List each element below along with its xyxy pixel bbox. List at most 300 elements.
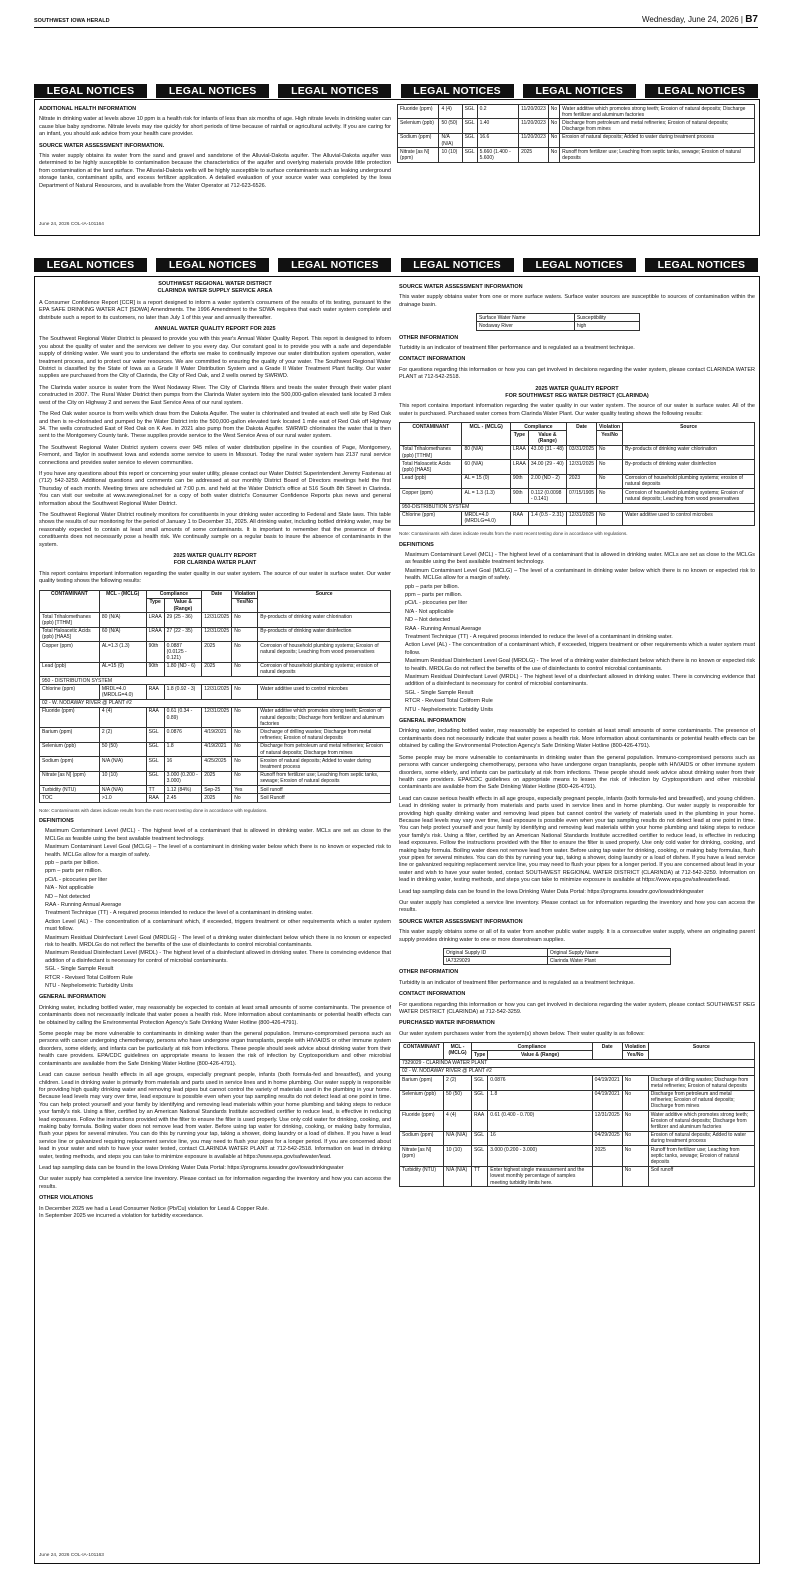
table-cell: 1.12 (84%): [164, 786, 202, 794]
table-cell: Copper (ppm): [40, 642, 100, 663]
table-cell: SGL: [462, 105, 477, 119]
table-cell: SGL: [462, 148, 477, 162]
swa-text: This water supply obtains water from one or more surface waters. Surface water sources are susceptible to sources of contamination within the drainage basin.: [399, 294, 755, 308]
table-cell: 12/31/2025: [202, 627, 232, 641]
table-cell: Erosion of natural deposits; Added to water during treatment process: [648, 1131, 754, 1145]
definitions-list: [39, 828, 391, 990]
table-cell: 4 (4): [99, 707, 146, 728]
table-cell: 3.000 (0.200 - 3.000): [488, 1146, 592, 1167]
table-cell: Corrosion of household plumbing systems; erosion of natural deposits: [623, 474, 755, 488]
table-cell: No: [622, 1076, 648, 1090]
swa-text-2: This water supply obtains some or all of its water from another public water supply. It is a consecutive water supply, where an originating parent supply provides drinking water to one or more downstream supplies.: [399, 929, 755, 943]
table-row: [40, 757, 391, 771]
table-cell: 60 (N/A): [462, 460, 510, 474]
table-row: [400, 1090, 755, 1111]
table-cell: N/A (N/A): [444, 1166, 472, 1187]
main-legal-notice: [34, 276, 760, 1564]
contact-heading-2: CONTACT INFORMATION: [399, 991, 466, 998]
table-cell: N/A (N/A): [99, 786, 146, 794]
wqr-intro: This report contains important information regarding the water quality in our water system. The source of our water is surface water. Our water quality testing shows the following results:: [39, 570, 391, 585]
table-cell: SGL: [146, 728, 164, 742]
table-cell: Discharge of drilling wastes; Discharge from metal refineries; Erosion of natural deposits: [648, 1076, 754, 1090]
table-cell: Erosion of natural deposits; Added to water during treatment process: [258, 757, 391, 771]
table-cell: Compliance: [510, 423, 566, 431]
table-cell: Source: [258, 590, 391, 613]
wqr-subheading-right: FOR SOUTHWEST REG WATER DISTRICT (CLARINDA): [505, 393, 649, 400]
table-cell: 90th: [510, 489, 528, 503]
table-cell: 1.8: [164, 742, 202, 756]
swa-heading-2: SOURCE WATER ASSESSMENT INFORMATION: [399, 918, 523, 925]
other-info-text: Turbidity is an indicator of treatment filter performance and is regulated as a treatment technique.: [399, 345, 635, 352]
wqr-heading: 2025 WATER QUALITY REPORT: [173, 553, 257, 559]
issue-date: Wednesday, June 24, 2026 | B7: [642, 14, 758, 25]
table-cell: Clarinda Water Plant: [547, 957, 670, 965]
banner-label: LEGAL NOTICES: [401, 84, 514, 98]
table-cell: By-products of drinking water disinfection: [623, 460, 755, 474]
definition-item: • Action Level (AL) - The concentration of a contaminant which, if exceeded, triggers treatment or other requirements which a water system must follow.: [405, 642, 755, 657]
table-cell: LRAA: [146, 613, 164, 627]
table-cell: N/A (N/A): [444, 1131, 472, 1145]
table-cell: Runoff from fertilizer use; Leaching from septic tanks, sewage; Erosion of natural deposits: [648, 1146, 754, 1167]
definition-item: • Maximum Contaminant Level Goal (MCLG) – The level of a contaminant in drinking water below which there is no known or expected risk to health. MCLGs allow for a margin of safety.: [405, 568, 755, 583]
table-cell: Discharge from petroleum and metal refineries; Erosion of natural deposits; Discharge from mines: [560, 119, 755, 133]
district-clarinda-table: [399, 422, 755, 526]
table-cell: 2 (2): [99, 728, 146, 742]
table-cell: Source: [623, 423, 755, 446]
table-cell: Date: [592, 1043, 622, 1059]
banner-label: LEGAL NOTICES: [401, 258, 514, 272]
banner-label: LEGAL NOTICES: [34, 258, 147, 272]
table-cell: Water additive used to control microbes: [258, 685, 391, 699]
table-cell: 11/20/2023: [519, 119, 549, 133]
table-cell: LRAA: [510, 460, 528, 474]
other-violations-heading: OTHER VIOLATIONS: [39, 1195, 93, 1202]
definition-item: • NTU - Nephelometric Turbidity Units: [45, 983, 391, 990]
table-cell: Nitrate [as N] (ppm): [40, 771, 100, 785]
table-cell: No: [232, 771, 258, 785]
table-cell: Total Trihalomethanes (ppb) [TTHM]: [400, 445, 462, 459]
table-cell: SGL: [471, 1090, 487, 1111]
table-cell: Runoff from fertilizer use; Leaching from septic tanks, sewage; Erosion of natural deposits: [258, 771, 391, 785]
table-cell: 04/29/2025: [592, 1131, 622, 1145]
definition-item: • RAA - Running Annual Average: [45, 902, 391, 909]
table-cell: Selenium (ppb): [398, 119, 439, 133]
table-cell: Fluoride (ppm): [398, 105, 439, 119]
table-cell: No: [232, 642, 258, 663]
table-cell: MCL - (MCLG): [444, 1043, 472, 1059]
table-section-row: [400, 1067, 755, 1075]
table-cell: Soil Runoff: [258, 794, 391, 802]
table-cell: Violation: [232, 590, 258, 598]
table-row: [40, 728, 391, 742]
table-cell: 2025: [202, 794, 232, 802]
definition-item: • ppm – parts per million.: [45, 868, 391, 875]
table-cell: 16: [164, 757, 202, 771]
table-cell: No: [548, 105, 559, 119]
table-cell: 4 (4): [444, 1111, 472, 1132]
top-notice-left-column: [39, 103, 391, 231]
table-cell: Discharge from petroleum and metal refineries; Erosion of natural deposits; Discharge from mines: [648, 1090, 754, 1111]
table-cell: Water additive which promotes strong teeth; Erosion of natural deposits; Discharge from fertilizer and aluminum factories: [258, 707, 391, 728]
definition-item: • ND – Not detected: [405, 617, 755, 624]
table-cell: No: [622, 1090, 648, 1111]
table-cell: Yes/No: [597, 431, 623, 445]
table-cell: 04/19/2021: [592, 1090, 622, 1111]
definition-item: • Maximum Contaminant Level (MCL) - The highest level of a contaminant that is allowed in drinking water. MCLs are set as close to the MCLGs as feasible using the best available treatment technology.: [405, 552, 755, 567]
para-red-oak-source: The Red Oak water source is from wells which draw from the Dakota Aquifer. The water is chlorinated and treated at each well site by Red Oak and then is re-chlorinated and pumped by the Water District into the 500,000-gallon elevated tank located 1 mile east of Red Oak off Highway 34. The wells constructed East of Red Oak on K Ave. in 2021 also pump from the Dakota Aquifer. SWRWD chlorinates the water that is then sent to the Montgomery County tank. These supplies provide service to the West Service Area of our rural water system.: [39, 411, 391, 440]
table-cell: Value & (Range): [528, 431, 566, 445]
table-cell: Type: [510, 431, 528, 445]
top-notice-right-column: [397, 102, 755, 208]
table-cell: 2025: [592, 1146, 622, 1167]
table-cell: Value & (Range): [488, 1051, 592, 1059]
definition-item: • Maximum Residual Disinfectant Level Goal (MRDLG) - The level of a drinking water disinfectant below which there is no known or expected risk to health. MRDLGs do not reflect the benefits of the use of disinfectants to control microbial contaminants.: [45, 935, 391, 950]
table-row: [400, 1131, 755, 1145]
table-cell: Yes/No: [622, 1051, 648, 1059]
table-cell: 12/31/2025: [567, 460, 597, 474]
para-monitoring: The Southwest Regional Water District routinely monitors for constituents in your drinking water according to Federal and State laws. This table shows the results of our monitoring for the period of January 1 to December 31, 2025. All drinking water, including bottled drinking water, may be reasonably expected to contain at least small amounts of some contaminants. It is important to remember that the presence of these constituents does not necessarily pose a health risk. We continually sample on a regular basis to insure the absence of contaminants in the system.: [39, 511, 391, 548]
table-cell: No: [622, 1146, 648, 1167]
table-cell: 03/31/2025: [567, 445, 597, 459]
purchased-water-heading: PURCHASED WATER INFORMATION: [399, 1020, 495, 1027]
table-cell: 80 (N/A): [99, 613, 146, 627]
table-cell: No: [597, 489, 623, 503]
table-section-row: [400, 503, 755, 511]
table-cell: AL = 1.3 (1.3): [462, 489, 510, 503]
purchased-water-text: Our water system purchases water from the system(s) shown below. Their water quality is as follows:: [399, 1030, 645, 1037]
table-cell: Date: [567, 423, 597, 446]
table-section-row: [40, 677, 391, 685]
table-cell: 11/20/2023: [519, 105, 549, 119]
additional-health-heading: ADDITIONAL HEALTH INFORMATION: [39, 106, 137, 112]
general-info-1: Drinking water, including bottled water, may reasonably be expected to contain at least small amounts of some contaminants. The presence of contaminants does not necessarily indicate that water poses a health risk. More information about contaminants or potential health effects can be obtained by calling the Environmental Protection Agency's Safe Drinking Water Hotline (800-426-4791).: [39, 1004, 391, 1026]
table-cell: Susceptibility: [574, 314, 639, 322]
table-row: [400, 445, 755, 459]
table-cell: Runoff from fertilizer use; Leaching from septic tanks, sewage; Erosion of natural deposits: [560, 148, 755, 162]
table-cell: 16: [488, 1131, 592, 1145]
table-cell: Chlorine (ppm): [400, 511, 462, 525]
general-info-2-right: Some people may be more vulnerable to contaminants in drinking water than the general population. Immuno-compromised persons such as persons with cancer undergoing chemotherapy, persons who have undergone organ transplants, people with HIV/AIDS or other immune system disorders, some elderly, and infants can be particularly at risk from infections. These people should seek advice about drinking water from their health care providers. EPA/CDC guidelines on appropriate means to lessen the risk of infection by Cryptosporidium and other microbial contaminants are available from the Safe Drinking Water Hotline (800-426-4791).: [399, 754, 755, 791]
table-cell: Corrosion of household plumbing systems; Erosion of natural deposits; Leaching from wood preservatives: [258, 642, 391, 663]
wqr-intro-right: This report contains important information regarding the water quality in our water system. The source of our water is surface water. All of the water is purchased. Purchased water comes from Clarinda Water Plant. Our water quality testing shows the following results:: [399, 403, 755, 417]
table-cell: No: [232, 742, 258, 756]
original-supply-table: [443, 948, 671, 965]
table-cell: SGL: [146, 771, 164, 785]
table-header-row: [400, 423, 755, 431]
service-area-title: CLARINDA WATER SUPPLY SERVICE AREA: [157, 288, 273, 295]
table-cell: 2025: [202, 771, 232, 785]
table-cell: 12/31/2025: [567, 511, 597, 525]
table-cell: Barium (ppm): [40, 728, 100, 742]
table-cell: Water additive which promotes strong teeth; Erosion of natural deposits; Discharge from fertilizer and aluminum factories: [560, 105, 755, 119]
definition-item: • Treatment Technique (TT) - A required process intended to reduce the level of a contaminant in drinking water.: [45, 910, 391, 917]
table-cell: Sodium (ppm): [400, 1131, 444, 1145]
header-rule: [34, 27, 758, 28]
para-contact: If you have any questions about this report or concerning your water utility, please contact our Water District Superintendent Jeremy Fastenau at (712) 542-3259. Additional questions and comments can be addressed at our monthly District Board of Directors meetings held the first Thursday of each month. Meeting times are scheduled at 7:00 p.m. and held at the Water District's office at 516 South 8th Street in Clarinda. You can visit our website at www.swregional.net for a copy of both water district's Consumer Confidence Reports plus news and general information about the Southwest Regional Water District.: [39, 470, 391, 507]
definition-item: • ppb – parts per billion.: [45, 860, 391, 867]
table-cell: Copper (ppm): [400, 489, 462, 503]
main-right-column: [399, 281, 755, 1559]
table-cell: 4/19/2021: [202, 728, 232, 742]
table-cell: Chlorine (ppm): [40, 685, 100, 699]
table-cell: 2.45: [164, 794, 202, 802]
banner-label: LEGAL NOTICES: [34, 84, 147, 98]
table-cell: No: [597, 511, 623, 525]
date-text: Wednesday, June 24, 2026: [642, 15, 739, 24]
general-info-heading: GENERAL INFORMATION: [39, 994, 106, 1001]
table-cell: Erosion of natural deposits; Added to water during treatment process: [560, 133, 755, 147]
district-title: SOUTHWEST REGIONAL WATER DISTRICT: [158, 281, 272, 287]
table-cell: Water additive which promotes strong teeth; Erosion of natural deposits; Discharge from fertilizer and aluminum factories: [648, 1111, 754, 1132]
table-row: [40, 613, 391, 627]
other-info-text-2: Turbidity is an indicator of treatment filter performance and is regulated as a treatment technique.: [399, 979, 635, 986]
banner-label: LEGAL NOTICES: [278, 84, 391, 98]
table-row: [400, 1166, 755, 1187]
top-legal-notice: [34, 99, 760, 236]
table-row: [40, 642, 391, 663]
table-cell: 50 (50): [444, 1090, 472, 1111]
table-cell: Turbidity (NTU): [400, 1166, 444, 1187]
banner-label: LEGAL NOTICES: [156, 84, 269, 98]
table-cell: RAA: [146, 707, 164, 728]
table-cell: 0.0876: [488, 1076, 592, 1090]
table-cell: Selenium (ppb): [40, 742, 100, 756]
table-cell: Corrosion of household plumbing systems; erosion of natural deposits: [258, 662, 391, 676]
table-cell: Nitrate [as N] (ppm): [398, 148, 439, 162]
table-cell: TOC: [40, 794, 100, 802]
table-cell: 90th: [146, 642, 164, 663]
lead-portal: Lead tap sampling data can be found in the Iowa Drinking Water Data Portal: https://programs.iowadnr.gov/iowadrinkingwater: [39, 1164, 344, 1171]
table-cell: MRDL=4.0 (MRDLG=4.0): [462, 511, 510, 525]
table-row: [40, 794, 391, 802]
table-cell: No: [548, 133, 559, 147]
source-water-text: This water supply obtains its water from the sand and gravel and sandstone of the Alluvial-Dakota aquifer. The Alluvial-Dakota aquifer was determined to be highly susceptible to contamination because the characteristics of the aquifer and overlying materials provide little protection from contamination at the land surface. The Alluvial-Dakota wells will be highly susceptible to surface contaminants such as leaking underground storage tanks, contaminant spills, and excess fertilizer application. A detailed evaluation of your source water was completed by the Iowa Department of Natural Resources, and is available from the Water Operator at 712-623-6526.: [39, 153, 391, 189]
table-row: [477, 322, 640, 330]
table-row: [40, 707, 391, 728]
legal-notices-banner-main: [34, 258, 758, 272]
table-cell: Source: [648, 1043, 754, 1059]
source-water-heading: SOURCE WATER ASSESSMENT INFORMATION.: [39, 142, 165, 149]
table-cell: 90th: [510, 474, 528, 488]
table-cell: TT: [471, 1166, 487, 1187]
table-cell: SGL: [471, 1146, 487, 1167]
table-cell: 10 (10): [99, 771, 146, 785]
table-cell: Date: [202, 590, 232, 613]
table-cell: TT: [146, 786, 164, 794]
definition-item: • RAA - Running Annual Average: [405, 626, 755, 633]
clarinda-plant-table: [39, 590, 391, 803]
table-row: [477, 314, 640, 322]
definition-item: • NTU - Nephelometric Turbidity Units: [405, 707, 755, 714]
table-cell: LRAA: [146, 627, 164, 641]
table-row: [444, 957, 671, 965]
general-info-1-right: Drinking water, including bottled water, may reasonably be expected to contain at least small amounts of some contaminants. The presence of contaminants does not necessarily indicate that water poses a health risk. More information about contaminants or potential health effects can be obtained by calling the Environmental Protection Agency's Safe Drinking Water Hotline (800-426-4791).: [399, 728, 755, 750]
table-cell: Sep-25: [202, 786, 232, 794]
table-cell: Type: [471, 1051, 487, 1059]
table-cell: Soil runoff: [648, 1166, 754, 1187]
table-cell: Fluoride (ppm): [40, 707, 100, 728]
table-cell: No: [548, 119, 559, 133]
definition-item: • Maximum Contaminant Level Goal (MCLG) – The level of a contaminant in drinking water below which there is no known or expected risk to health. MCLGs allow for a margin of safety.: [45, 844, 391, 859]
service-line-inventory: Our water supply has completed a service line inventory. Please contact us for information regarding the inventory and how you can access the results.: [39, 1176, 391, 1190]
table-cell: Discharge of drilling wastes; Discharge from metal refineries; Erosion of natural deposits: [258, 728, 391, 742]
table-cell: No: [622, 1131, 648, 1145]
table-section-row: [40, 699, 391, 707]
table-cell: MCL - (MCLG): [462, 423, 510, 446]
table-row: [40, 662, 391, 676]
table-cell: 02 - W. NODAWAY RIVER @ PLANT #2: [400, 1067, 755, 1075]
table-cell: RAA: [146, 685, 164, 699]
table-row: [40, 685, 391, 699]
table-row: [400, 474, 755, 488]
table-row: [400, 1076, 755, 1090]
table-cell: 950-DISTRIBUTION SYSTEM: [400, 503, 755, 511]
table-cell: [592, 1166, 622, 1187]
general-info-2: Some people may be more vulnerable to contaminants in drinking water than the general population. Immuno-compromised persons such as persons with cancer undergoing chemotherapy, persons who have undergone organ transplants, people with HIV/AIDS or other immune system disorders, some elderly, and infants can be particularly at risk from infections. These people should seek advice about drinking water from their health care providers. EPA/CDC guidelines on appropriate means to lessen the risk of infection by Cryptosporidium and other microbial contaminants are available from the Safe Drinking Water Hotline (800-426-4791).: [39, 1031, 391, 1067]
table-cell: Original Supply Name: [547, 949, 670, 957]
table-cell: No: [597, 460, 623, 474]
table-cell: 0.61 (0.400 - 0.700): [488, 1111, 592, 1132]
table-cell: No: [622, 1111, 648, 1132]
table-cell: 90th: [146, 662, 164, 676]
table-cell: 0.112 (0.0098 - 0.141): [528, 489, 566, 503]
table-cell: RAA: [510, 511, 528, 525]
table-cell: Barium (ppm): [400, 1076, 444, 1090]
swa-heading: SOURCE WATER ASSESSMENT INFORMATION: [399, 284, 523, 290]
banner-label: LEGAL NOTICES: [278, 258, 391, 272]
table-cell: AL=1.3 (1.3): [99, 642, 146, 663]
main-left-column: [39, 281, 391, 1553]
para-district: The Southwest Regional Water District is pleased to provide you with this year's Annual Water Quality Report. This report is designed to inform you about the quality of water and the services we deliver to you every day. Our constant goal is to provide you with a safe and dependable supply of drinking water. We want you to understand the efforts we make to continually improve our water distribution system operation, water treatment process, and to protect our water resources. We are committed to ensuring the quality of your water. The Southwest Regional Water District is classified by the State of Iowa as a Grade II Water Distribution System and a Grade II Water Treatment Plant facility. Our water supplies are purchased from the City of Clarinda, the City of Red Oak, and 2 wells owned by SWRWD.: [39, 336, 391, 380]
table-cell: 1.80 (ND - 6): [164, 662, 202, 676]
table-row: [398, 119, 755, 133]
table-cell: SGL: [146, 742, 164, 756]
violation-lead: In December 2025 we had a Lead Consumer Notice (Pb/Cu) violation for Lead & Copper Rule.: [39, 1205, 269, 1212]
table-cell: IA7329029: [444, 957, 548, 965]
table-cell: CONTAMINANT: [400, 423, 462, 446]
table-row: [40, 742, 391, 756]
definition-item: • Maximum Residual Disinfectant Level Goal (MRDLG) - The level of a drinking water disinfectant below which there is no known or expected risk to health. MRDLGs do not reflect the benefits of the use of disinfectants to control microbial contaminants.: [405, 658, 755, 673]
table-cell: No: [232, 627, 258, 641]
table-row: [40, 786, 391, 794]
contact-text: For questions regarding this information or how you can get involved in decisions regarding the water system, please contact CLARINDA WATER PLANT at 712-542-2518.: [399, 366, 755, 381]
table-cell: Violation: [597, 423, 623, 431]
table-cell: By-products of drinking water chlorination: [258, 613, 391, 627]
table-cell: high: [574, 322, 639, 330]
table-cell: 50 (50): [439, 119, 462, 133]
page-header: [0, 0, 792, 40]
table-cell: 43.00 (31 - 48): [528, 445, 566, 459]
table-cell: 4 (4): [439, 105, 462, 119]
table-cell: Sodium (ppm): [40, 757, 100, 771]
table-cell: Violation: [622, 1043, 648, 1051]
para-clarinda-source: The Clarinda water source is water from the West Nodaway River. The City of Clarinda filters and treats the water through their water plant constructed in 2007. The Rural Water District then pumps from the Clarinda Water system into the 500,000-gallon elevated tank located 3 miles west of the City on Highway 2 and serves the East Service Area of our rural system.: [39, 384, 391, 406]
table-cell: Turbidity (NTU): [40, 786, 100, 794]
banner-label: LEGAL NOTICES: [523, 84, 636, 98]
violation-turbidity: In September 2025 we incurred a violation for turbidity exceedance.: [39, 1213, 204, 1220]
table-cell: Nitrate [as N] (ppm): [400, 1146, 444, 1167]
definition-item: • ppm – parts per million.: [405, 592, 755, 599]
definition-item: • N/A - Not applicable: [45, 885, 391, 892]
table-cell: 07/15/1905: [567, 489, 597, 503]
lead-portal-right: Lead tap sampling data can be found in the Iowa Drinking Water Data Portal: https://programs.iowadnr.gov/iowadrinkingwater: [399, 888, 704, 895]
table-cell: MRDL=4.0 (MRDLG=4.0): [99, 685, 146, 699]
table-cell: By-products of drinking water chlorination: [623, 445, 755, 459]
table-row: [398, 133, 755, 147]
table-cell: N/A (N/A): [99, 757, 146, 771]
table-cell: SGL: [471, 1076, 487, 1090]
table-cell: AL=15 (0): [99, 662, 146, 676]
table-cell: 2025: [519, 148, 549, 162]
table-cell: Compliance: [146, 590, 202, 598]
table-cell: 34.00 (29 - 40): [528, 460, 566, 474]
table-cell: 11/20/2023: [519, 133, 549, 147]
definition-item: • pCi/L - picocuries per liter: [45, 877, 391, 884]
table-cell: By-products of drinking water disinfection: [258, 627, 391, 641]
table-cell: 2 (2): [444, 1076, 472, 1090]
definition-item: • Maximum Contaminant Level (MCL) - The highest level of a contaminant that is allowed in drinking water. MCLs are set as close to the MCLGs as feasible using the best available treatment technology.: [45, 828, 391, 843]
ccr-intro: A Consumer Confidence Report [CCR] is a report designed to inform a water system's consumers of the results of its testing, pursuant to the EPA SAFE DRINKING WATER ACT [SDWA] Amendments. The 1996 Amendment to the SDWA requires that each water system complete and distribute such a report to its customers, no later than July 1 of this year and annually thereafter.: [39, 299, 391, 321]
table-cell: CONTAMINANT: [40, 590, 100, 613]
table-cell: Original Supply ID: [444, 949, 548, 957]
table-cell: 950 - DISTRIBUTION SYSTEM: [40, 677, 391, 685]
table-cell: Discharge from petroleum and metal refineries; Erosion of natural deposits; Discharge from mines: [258, 742, 391, 756]
table-cell: No: [548, 148, 559, 162]
definitions-list-right: [399, 552, 755, 714]
definition-item: • RTCR - Revised Total Coliform Rule: [45, 975, 391, 982]
table-cell: 80 (N/A): [462, 445, 510, 459]
table-cell: No: [232, 685, 258, 699]
other-info-heading: OTHER INFORMATION: [399, 334, 459, 341]
table-cell: No: [232, 794, 258, 802]
table-cell: Yes/No: [232, 598, 258, 612]
table-cell: N/A (N/A): [439, 133, 462, 147]
surface-water-table: [476, 313, 640, 330]
table-cell: 5.660 (1.400 - 5.600): [477, 148, 518, 162]
table-row: [398, 105, 755, 119]
table-cell: 4/19/2021: [202, 742, 232, 756]
table-cell: 0.0887 (0.0125 - 0.121): [164, 642, 202, 663]
table-cell: 02 - W. NODAWAY RIVER @ PLANT #2: [40, 699, 391, 707]
table-header-row: [40, 590, 391, 598]
table-cell: Type: [146, 598, 164, 612]
table-cell: SGL: [146, 757, 164, 771]
table-cell: Nodaway River: [477, 322, 575, 330]
table-cell: 50 (50): [99, 742, 146, 756]
legal-notices-banner-top: [34, 84, 758, 98]
table-cell: 12/31/2025: [592, 1111, 622, 1132]
definition-item: • N/A - Not applicable: [405, 609, 755, 616]
wqr-subheading: FOR CLARINDA WATER PLANT: [173, 560, 257, 567]
wqr-heading-right: 2025 WATER QUALITY REPORT: [535, 385, 619, 392]
table-cell: Surface Water Name: [477, 314, 575, 322]
table-cell: Enter highest single measurement and the lowest monthly percentage of samples meeting turbidity limits here.: [488, 1166, 592, 1187]
table-cell: Corrosion of household plumbing systems; Erosion of natural deposits; Leaching from wood preservatives: [623, 489, 755, 503]
table-cell: No: [232, 757, 258, 771]
table-cell: SGL: [462, 133, 477, 147]
annual-report-heading: ANNUAL WATER QUALITY REPORT FOR 2025: [154, 326, 276, 333]
table-cell: No: [232, 728, 258, 742]
table-cell: 2025: [202, 642, 232, 663]
general-info-heading-right: GENERAL INFORMATION: [399, 718, 466, 725]
definition-item: • SGL - Single Sample Result: [405, 690, 755, 697]
table-cell: Compliance: [471, 1043, 592, 1051]
table-cell: 3.000 (0.200 - 3.000): [164, 771, 202, 785]
definition-item: • ppb – parts per billion.: [405, 584, 755, 591]
table-cell: 10 (10): [444, 1146, 472, 1167]
top-contaminant-table: [397, 104, 755, 163]
table-cell: Total Haloacetic Acids (ppb) [HAA5]: [40, 627, 100, 641]
